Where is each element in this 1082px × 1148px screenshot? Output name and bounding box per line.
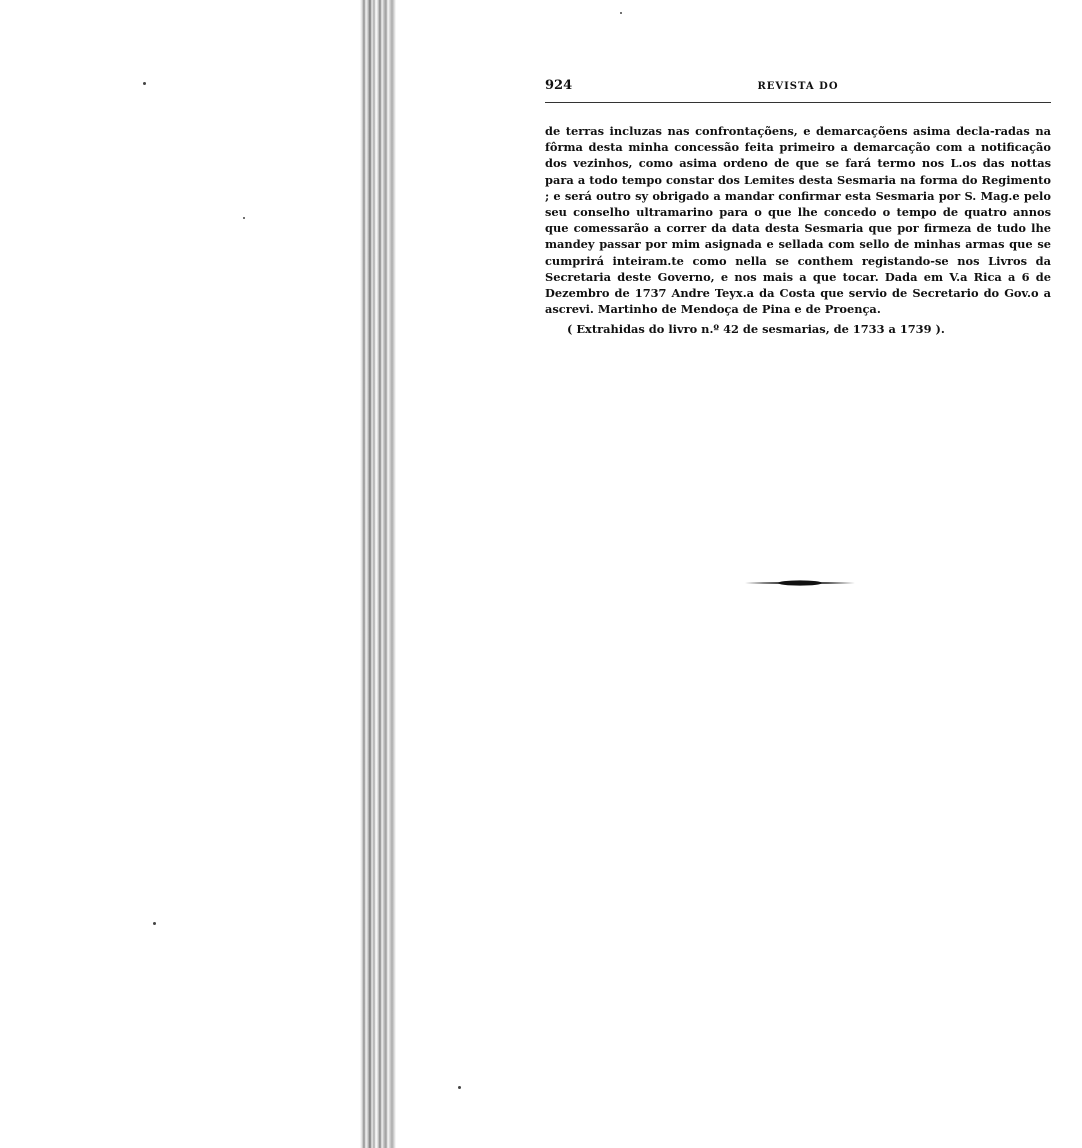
body-paragraph: de terras incluzas nas confrontaçõens, e demarcaçõens asima decla-radas na fôrma desta minha concessão feita primeiro a demarcação com a notificação dos vezinhos, como asima ordeno de que se fará termo nos L.os das nottas para a todo tempo constar dos Lemites desta Sesmaria na forma do Regimento ; e será outro sy obrigado a mandar confirmar esta Sesmaria por S. Mag.e pelo seu conselho ultramarino para o que lhe concedo o tempo de quatro annos que comessarão a correr da data desta Sesmaria que por firmeza de tudo lhe mandey passar por mim asignada e sellada com sello de minhas armas que se cumprirá inteiram.te como nella se conthem registando-se nos Livros da Secretaria deste Governo, e nos mais a que tocar. Dada em V.a Rica a 6 de Dezembro de 1737 Andre Teyx.a da Costa que servio de Secretario do Gov.o a ascrevi. Martinho de Mendoça de Pina e de Proença. <box>545 124 1051 317</box>
header-rule <box>545 102 1051 103</box>
source-note: ( Extrahidas do livro n.º 42 de sesmarias, de 1733 a 1739 ). <box>567 322 945 337</box>
scan-speck <box>153 922 156 925</box>
scan-speck <box>143 82 146 85</box>
binding-gutter <box>360 0 396 1148</box>
scan-speck <box>243 217 245 219</box>
page-number: 924 <box>545 78 573 93</box>
scan-speck <box>458 1086 461 1089</box>
scan-speck <box>620 12 622 14</box>
document-page <box>545 78 1051 337</box>
running-title: REVISTA DO <box>757 81 839 92</box>
page-header <box>545 78 1051 100</box>
ornament-divider <box>745 578 855 588</box>
